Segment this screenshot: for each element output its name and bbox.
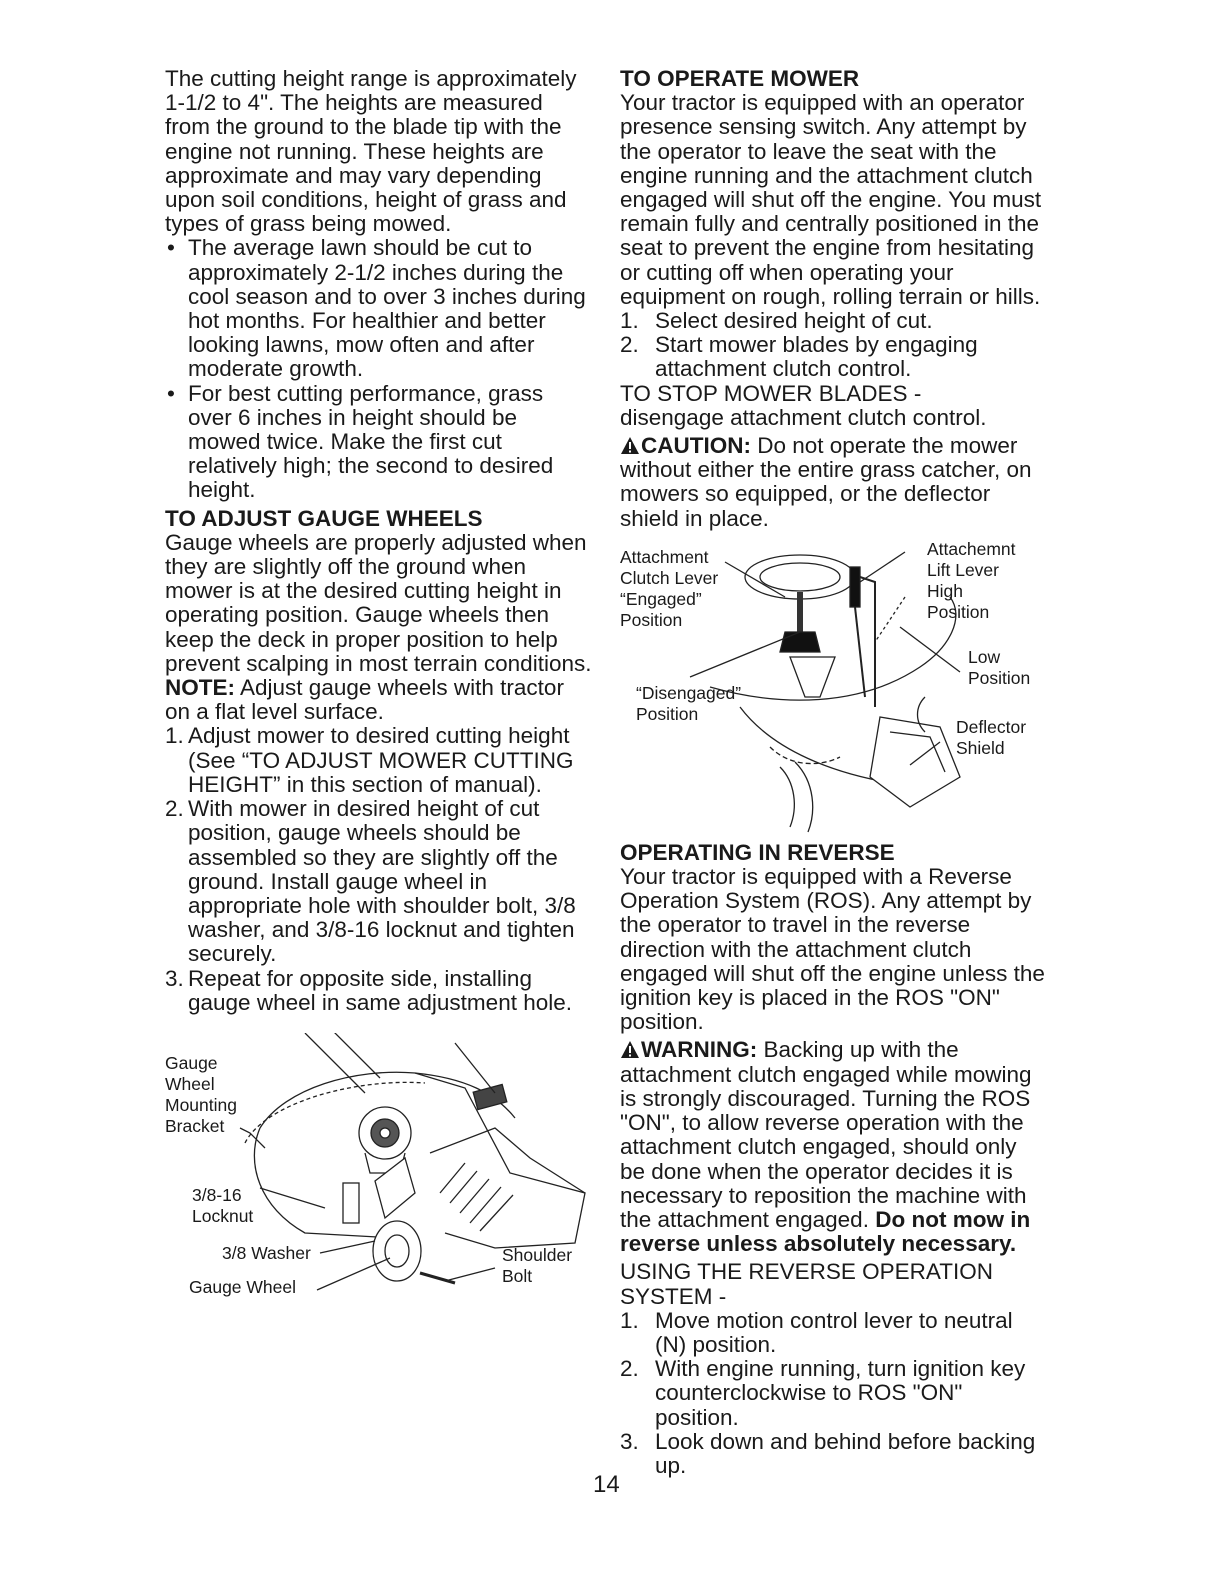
reverse-paragraph: Your tractor is equipped with a Reverse Operation System (ROS). Any attempt by the operator to travel in the reverse direction with the attachment clutch engaged will shut off the engine unless the ignition key is placed in the ROS "ON" position.: [620, 864, 1045, 1035]
warning-triangle-icon: [620, 436, 640, 455]
gauge-wheel-figure: [165, 1033, 595, 1323]
list-item: 3. Look down and behind before backing up.: [620, 1428, 1036, 1478]
using-ros-heading: USING THE REVERSE OPERATION SYSTEM -: [620, 1259, 993, 1309]
list-item: 1. Select desired height of cut.: [620, 308, 933, 334]
washer-label: 3/8 Washer: [222, 1242, 311, 1263]
operate-mower-heading: TO OPERATE MOWER: [620, 66, 860, 91]
note-label: NOTE:: [165, 675, 235, 701]
warning-label: WARNING:: [641, 1037, 758, 1063]
gauge-wheels-paragraph: Gauge wheels are properly adjusted when they are slightly off the ground when mower is at the desired cutting height in operating position. Gauge wheels then keep the deck in proper position to help prevent scalping in most terrain conditions.: [165, 529, 592, 676]
left-column: [165, 67, 593, 1323]
ros-steps-list: [620, 1309, 1045, 1478]
note-paragraph: [165, 676, 593, 724]
warning-triangle-icon: [620, 1040, 640, 1059]
stop-blades-line: TO STOP MOWER BLADES -: [620, 380, 922, 406]
disengaged-position-label: “Disengaged” Position: [636, 682, 742, 724]
gauge-steps-list: [165, 724, 593, 1014]
stop-blades-instruction: disengage attachment clutch control.: [620, 404, 987, 430]
reverse-heading: OPERATING IN REVERSE: [620, 839, 895, 865]
locknut-label: 3/8-16 Locknut: [192, 1184, 254, 1226]
list-item: 2. Start mower blades by engaging attachment clutch control.: [620, 332, 978, 382]
caution-paragraph: [620, 434, 1045, 531]
page-number: 14: [593, 1471, 620, 1498]
bullet-icon: •: [167, 380, 175, 406]
gauge-wheels-heading: TO ADJUST GAUGE WHEELS: [165, 505, 483, 531]
list-item: • The average lawn should be cut to approximately 2-1/2 inches during the cool season and to over 3 inches during hot months. For healthier and better looking lawns, mow often and after moderate growth.: [167, 235, 586, 382]
operate-mower-paragraph: Your tractor is equipped with an operator presence sensing switch. Any attempt by the operator to leave the seat with the engine running and the attachment clutch engaged will shut off the engine. You must remain fully and centrally positioned in the seat to prevent the engine from hesitating or cutting off when operating your equipment on rough, rolling terrain or hills.: [620, 90, 1042, 309]
shoulder-bolt-label: Shoulder Bolt: [502, 1244, 573, 1286]
note-text: Adjust gauge wheels with tractor on a flat level surface.: [165, 675, 564, 725]
engaged-position-label: Attachment Clutch Lever “Engaged” Position: [620, 546, 719, 630]
warning-text: Backing up with the attachment clutch engaged while mowing is strongly discouraged. Turning the ROS "ON", to allow reverse operation with the attachment clutch engaged, should only be done when the operator decides it is necessary to reposition the machine with the attachment engaged.: [620, 1037, 1032, 1232]
deflector-shield-label: Deflector Shield: [956, 716, 1027, 758]
right-column: [620, 67, 1045, 1478]
list-item: • For best cutting performance, grass over 6 inches in height should be mowed twice. Make the first cut relatively high; the second to desired height.: [167, 380, 554, 503]
cutting-height-paragraph: The cutting height range is approximately 1-1/2 to 4". The heights are measured from the ground to the blade tip with the engine not running. These heights are approximate and may vary depending upon soil conditions, height of grass and types of grass being mowed.: [165, 66, 577, 237]
caution-label: CAUTION:: [641, 433, 751, 459]
list-item: 2. With mower in desired height of cut position, gauge wheels should be assembled so they are slightly off the ground. Install gauge wheel in appropriate hole with shoulder bolt, 3/8 washer, and 3/8-16 locknut and tighten securely.: [165, 796, 576, 967]
low-position-label: Low Position: [968, 646, 1031, 688]
gauge-wheel-bracket-label: Gauge Wheel Mounting Bracket: [165, 1052, 237, 1136]
list-item: 3. Repeat for opposite side, installing gauge wheel in same adjustment hole.: [165, 965, 572, 1015]
gauge-wheel-label: Gauge Wheel: [189, 1276, 297, 1297]
lawn-tips-list: [165, 236, 593, 502]
list-item: 1. Move motion control lever to neutral (N) position.: [620, 1307, 1013, 1357]
operate-steps-list: [620, 309, 1045, 382]
warning-paragraph: [620, 1038, 1045, 1256]
bullet-icon: •: [167, 235, 175, 261]
warning-bold-text: Do not mow in reverse unless absolutely necessary.: [620, 1206, 1031, 1257]
list-item: 2. With engine running, turn ignition key counterclockwise to ROS "ON" position.: [620, 1356, 1026, 1430]
list-item: 1. Adjust mower to desired cutting height (See “TO ADJUST MOWER CUTTING HEIGHT” in this section of manual).: [165, 723, 574, 797]
lift-lever-label: Attachemnt Lift Lever High Position: [927, 538, 1016, 622]
tractor-controls-figure: [620, 537, 1045, 837]
caution-text: Do not operate the mower without either the entire grass catcher, on mowers so equipped, or the deflector shield in place.: [620, 433, 1032, 531]
